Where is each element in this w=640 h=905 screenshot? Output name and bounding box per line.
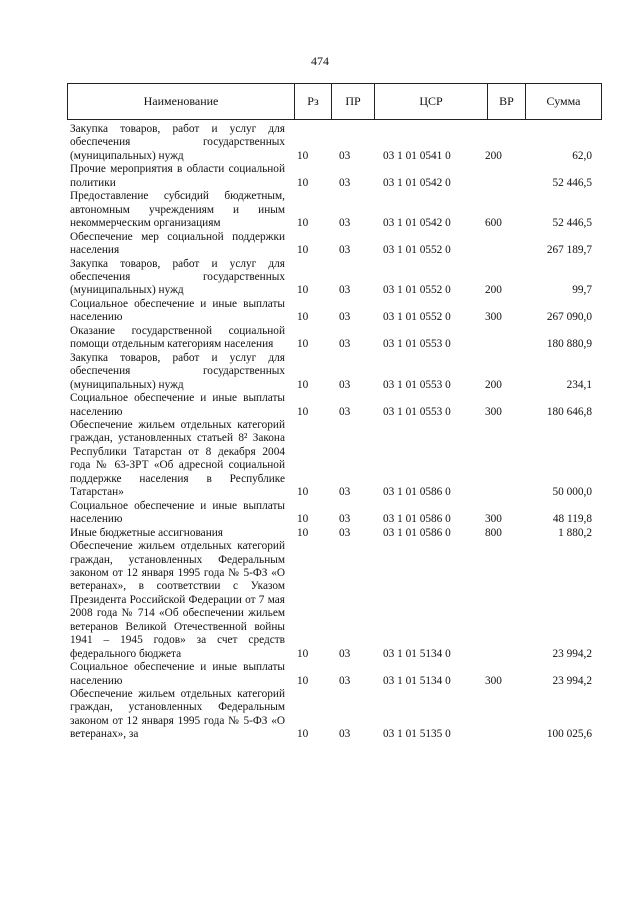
table-row xyxy=(70,231,601,258)
table-row xyxy=(70,661,601,688)
row-name: Закупка товаров, работ и услуг для обеспечения государственных (муниципальных) нужд xyxy=(70,351,285,391)
row-rz: 10 xyxy=(297,486,309,499)
row-pr: 03 xyxy=(339,217,351,230)
row-pr: 03 xyxy=(339,486,351,499)
row-vr: 200 xyxy=(485,284,502,297)
row-csr: 03 1 01 5134 0 xyxy=(383,647,451,660)
row-csr: 03 1 01 0552 0 xyxy=(383,244,451,257)
table-row xyxy=(70,527,601,540)
row-pr: 03 xyxy=(339,526,351,539)
row-pr: 03 xyxy=(339,284,351,297)
row-csr: 03 1 01 0586 0 xyxy=(383,486,451,499)
row-csr: 03 1 01 0552 0 xyxy=(383,311,451,324)
row-rz: 10 xyxy=(297,149,309,162)
row-csr: 03 1 01 0542 0 xyxy=(383,217,451,230)
row-vr: 300 xyxy=(485,405,502,418)
row-name: Иные бюджетные ассигнования xyxy=(70,526,223,539)
row-pr: 03 xyxy=(339,513,351,526)
row-sum: 50 000,0 xyxy=(552,486,592,499)
row-csr: 03 1 01 0553 0 xyxy=(383,338,451,351)
row-name: Социальное обеспечение и иные выплаты населению xyxy=(70,297,285,324)
row-vr: 300 xyxy=(485,674,502,687)
row-rz: 10 xyxy=(297,405,309,418)
row-csr: 03 1 01 0541 0 xyxy=(383,149,451,162)
row-vr: 600 xyxy=(485,217,502,230)
row-rz: 10 xyxy=(297,378,309,391)
row-csr: 03 1 01 0552 0 xyxy=(383,284,451,297)
row-rz: 10 xyxy=(297,176,309,189)
row-csr: 03 1 01 0586 0 xyxy=(383,526,451,539)
row-name: Социальное обеспечение и иные выплаты населению xyxy=(70,392,285,418)
row-csr: 03 1 01 5135 0 xyxy=(383,728,451,741)
row-sum: 267 090,0 xyxy=(546,311,592,324)
row-csr: 03 1 01 0542 0 xyxy=(383,176,451,189)
row-name: Оказание государственной социальной помощи отдельным категориям населения xyxy=(70,324,285,351)
row-sum: 234,1 xyxy=(566,378,592,391)
row-pr: 03 xyxy=(339,674,351,687)
table-row xyxy=(70,298,601,325)
row-vr: 200 xyxy=(485,149,502,162)
row-vr: 800 xyxy=(485,526,502,539)
row-rz: 10 xyxy=(297,338,309,351)
table-row xyxy=(70,392,601,419)
row-sum: 48 119,8 xyxy=(552,513,592,526)
header-pr: ПР xyxy=(331,84,374,119)
row-csr: 03 1 01 0586 0 xyxy=(383,513,451,526)
row-sum: 100 025,6 xyxy=(546,728,592,741)
row-pr: 03 xyxy=(339,176,351,189)
row-name: Прочие мероприятия в области социальной политики xyxy=(70,163,285,189)
table-row xyxy=(70,123,601,163)
row-pr: 03 xyxy=(339,338,351,351)
row-name: Предоставление субсидий бюджетным, автономным учреждениям и иным некоммерческим организациям xyxy=(70,190,285,230)
row-rz: 10 xyxy=(297,244,309,257)
row-sum: 99,7 xyxy=(572,284,592,297)
row-rz: 10 xyxy=(297,728,309,741)
row-rz: 10 xyxy=(297,674,309,687)
table-row xyxy=(70,352,601,392)
row-vr: 300 xyxy=(485,513,502,526)
row-rz: 10 xyxy=(297,526,309,539)
row-sum: 180 880,9 xyxy=(546,338,592,351)
row-vr: 200 xyxy=(485,378,502,391)
table-row xyxy=(70,419,601,500)
table-header xyxy=(67,83,602,120)
row-sum: 1 880,2 xyxy=(558,526,592,539)
row-csr: 03 1 01 5134 0 xyxy=(383,674,451,687)
row-pr: 03 xyxy=(339,311,351,324)
row-sum: 267 189,7 xyxy=(546,244,592,257)
row-rz: 10 xyxy=(297,217,309,230)
row-vr: 300 xyxy=(485,311,502,324)
header-rz: Рз xyxy=(294,84,331,119)
table-row xyxy=(70,688,601,742)
page-number: 474 xyxy=(311,54,329,68)
row-pr: 03 xyxy=(339,378,351,391)
row-name: Социальное обеспечение и иные выплаты населению xyxy=(70,499,285,526)
row-name: Социальное обеспечение и иные выплаты населению xyxy=(70,661,285,687)
row-sum: 52 446,5 xyxy=(552,217,592,230)
row-rz: 10 xyxy=(297,311,309,324)
table-row xyxy=(70,540,601,661)
header-csr: ЦСР xyxy=(374,84,487,119)
row-name: Обеспечение жильем отдельных категорий граждан, установленных Федеральным законом от 12 января 1995 года № 5-ФЗ «О ветеранах», в соответствии с Указом Президента Российской Федерации от 7 мая 2008 года № 714 «Об обеспечении жильем ветеранов Великой Отечественной войны 1941 – 1945 годов» за счет средств федерального бюджета xyxy=(70,540,285,660)
header-vr: ВР xyxy=(487,84,525,119)
row-name: Обеспечение жильем отдельных категорий граждан, установленных Федеральным законом от 12 января 1995 года № 5-ФЗ «О ветеранах», за xyxy=(70,688,285,741)
row-sum: 52 446,5 xyxy=(552,176,592,189)
row-rz: 10 xyxy=(297,647,309,660)
table-body xyxy=(70,123,601,742)
table-row xyxy=(70,190,601,230)
row-name: Обеспечение жильем отдельных категорий граждан, установленных статьей 8² Закона Республики Татарстан от 8 декабря 2004 года № 63-ЗРТ «Об адресной социальной поддержке населения в Республике Татарстан» xyxy=(70,418,285,499)
table-row xyxy=(70,500,601,527)
row-csr: 03 1 01 0553 0 xyxy=(383,405,451,418)
row-sum: 180 646,8 xyxy=(546,405,592,418)
row-name: Закупка товаров, работ и услуг для обеспечения государственных (муниципальных) нужд xyxy=(70,123,285,162)
row-rz: 10 xyxy=(297,284,309,297)
row-pr: 03 xyxy=(339,405,351,418)
row-pr: 03 xyxy=(339,728,351,741)
row-pr: 03 xyxy=(339,244,351,257)
row-pr: 03 xyxy=(339,149,351,162)
header-sum: Сумма xyxy=(525,84,601,119)
row-sum: 23 994,2 xyxy=(552,647,592,660)
table-row xyxy=(70,258,601,298)
table-row xyxy=(70,325,601,352)
row-pr: 03 xyxy=(339,647,351,660)
row-sum: 23 994,2 xyxy=(552,674,592,687)
table-row xyxy=(70,163,601,190)
header-name: Наименование xyxy=(143,94,219,108)
row-name: Закупка товаров, работ и услуг для обеспечения государственных (муниципальных) нужд xyxy=(70,257,285,297)
row-csr: 03 1 01 0553 0 xyxy=(383,378,451,391)
row-sum: 62,0 xyxy=(572,149,592,162)
row-name: Обеспечение мер социальной поддержки населения xyxy=(70,230,285,257)
row-rz: 10 xyxy=(297,513,309,526)
